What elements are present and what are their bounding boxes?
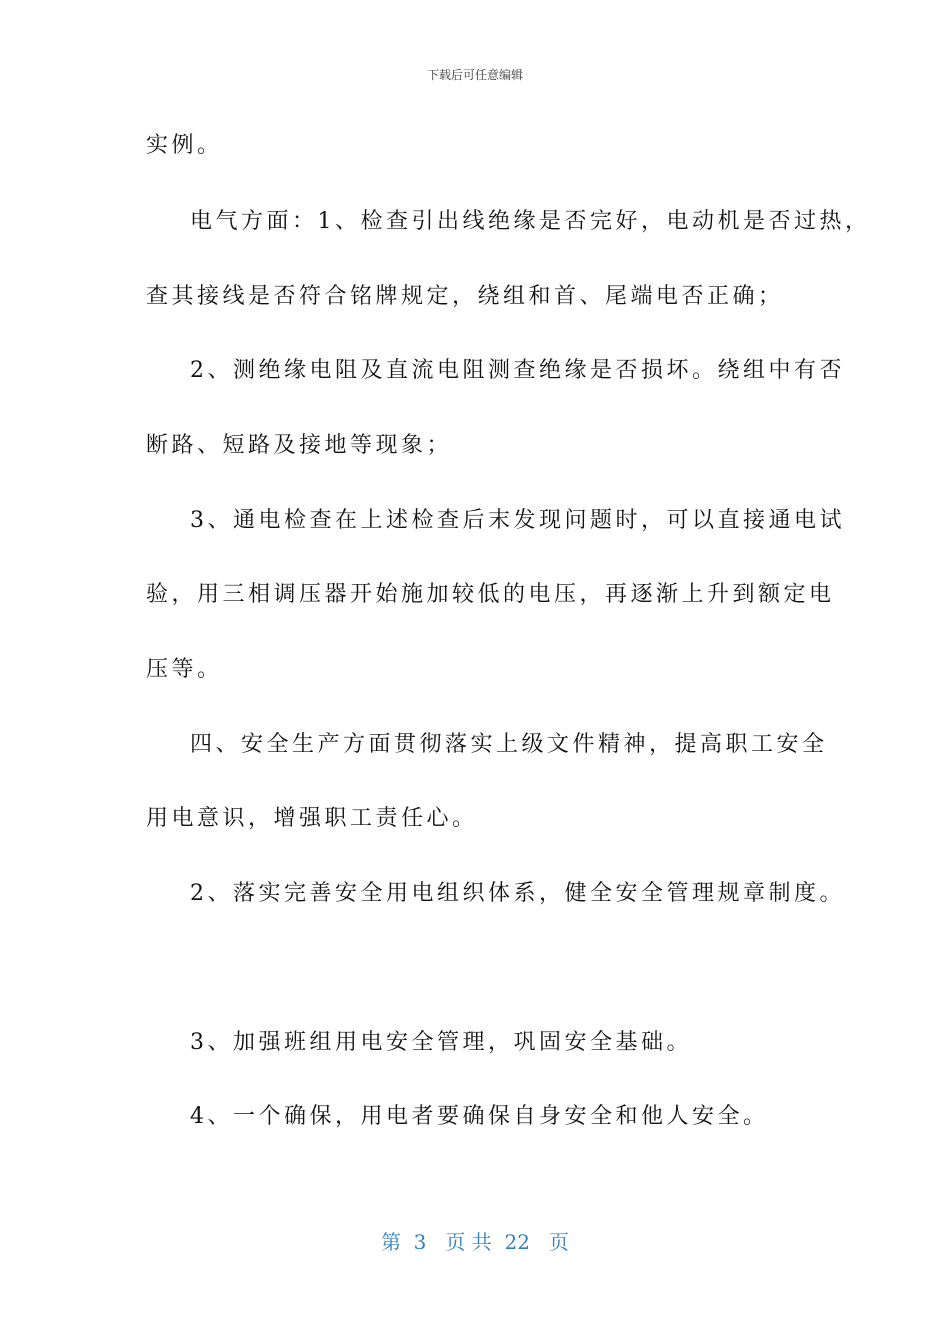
body-line-3: 查其接线是否符合铭牌规定，绕组和首、尾端电否正确； (146, 284, 784, 309)
body-line-11: 2、落实完善安全用电组织体系，健全安全管理规章制度。 (190, 881, 845, 906)
body-line-13: 4、一个确保，用电者要确保自身安全和他人安全。 (190, 1104, 769, 1129)
body-line-2: 电气方面：1、检查引出线绝缘是否完好，电动机是否过热， (190, 209, 871, 234)
body-line-10: 用电意识，增强职工责任心。 (146, 806, 478, 831)
body-line-8: 压等。 (146, 657, 223, 682)
body-line-6: 3、通电检查在上述检查后末发现问题时，可以直接通电试 (190, 508, 845, 533)
body-line-12: 3、加强班组用电安全管理，巩固安全基础。 (190, 1030, 692, 1055)
page-number-footer: 第 3 页 共 22 页 (380, 1230, 570, 1254)
body-line-4: 2、测绝缘电阻及直流电阻测查绝缘是否损坏。绕组中有否 (190, 358, 845, 383)
body-line-9: 四、安全生产方面贯彻落实上级文件精神，提高职工安全 (190, 732, 828, 757)
body-line-1: 实例。 (146, 133, 223, 158)
body-line-7: 验，用三相调压器开始施加较低的电压，再逐渐上升到额定电 (146, 582, 835, 607)
body-line-5: 断路、短路及接地等现象； (146, 433, 453, 458)
header-note: 下载后可任意编辑 (426, 68, 523, 82)
